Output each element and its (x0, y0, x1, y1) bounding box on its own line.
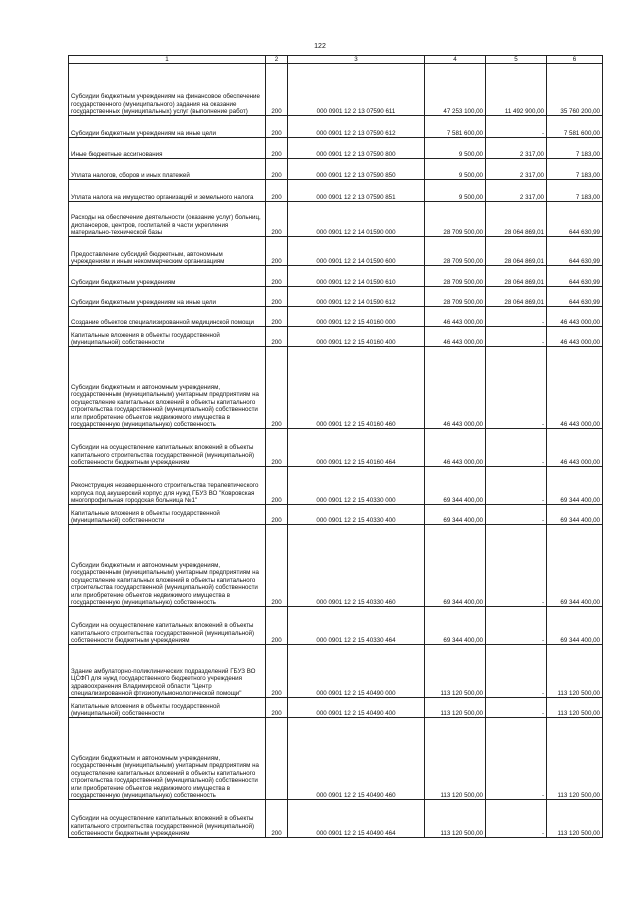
row-code-cell: 000 0901 12 2 13 07590 612 (288, 116, 425, 138)
row-code-cell: 000 0901 12 2 15 40490 400 (288, 698, 425, 718)
row-admin-cell: 200 (266, 467, 288, 505)
row-admin-cell: 200 (266, 202, 288, 237)
row-remainder-cell: 113 120 500,00 (547, 645, 603, 698)
row-admin-cell: 200 (266, 307, 288, 327)
row-remainder-cell: 46 443 000,00 (547, 347, 603, 429)
column-header: 1 (69, 56, 266, 64)
row-code-cell: 000 0901 12 2 15 40330 460 (288, 525, 425, 607)
row-admin-cell: 200 (266, 266, 288, 287)
row-amount-cell: 113 120 500,00 (425, 698, 486, 718)
table-row (69, 116, 603, 138)
row-code-cell: 000 0901 12 2 14 01590 600 (288, 237, 425, 266)
row-name-cell: Реконструкция незавершенного строительства терапевтического корпуса под акушерский корпус для нужд ГБУЗ ВО "Ковровская многопрофильная городская больница №1" (69, 467, 266, 505)
row-remainder-cell: 644 630,99 (547, 266, 603, 287)
row-admin-cell: 200 (266, 800, 288, 838)
table-row (69, 180, 603, 202)
row-amount-cell: 69 344 400,00 (425, 525, 486, 607)
row-code-cell: 000 0901 12 2 15 40160 400 (288, 327, 425, 347)
row-amount-cell: 46 443 000,00 (425, 347, 486, 429)
row-admin-cell: 200 (266, 607, 288, 645)
table-row (69, 467, 603, 505)
table-row (69, 429, 603, 467)
row-code-cell: 000 0901 12 2 15 40330 000 (288, 467, 425, 505)
column-header: 2 (266, 56, 288, 64)
row-name-cell: Расходы на обеспечение деятельности (оказание услуг) больниц, диспансеров, центров, госпиталей в части укрепления материально-технической базы (69, 202, 266, 237)
row-executed-cell: - (486, 645, 547, 698)
table-body (69, 64, 603, 838)
row-admin-cell: 200 (266, 429, 288, 467)
table-row (69, 287, 603, 307)
row-remainder-cell: 644 630,99 (547, 202, 603, 237)
table-row (69, 202, 603, 237)
row-amount-cell: 9 500,00 (425, 159, 486, 180)
row-remainder-cell: 69 344 400,00 (547, 505, 603, 525)
row-executed-cell: - (486, 327, 547, 347)
row-admin-cell: 200 (266, 525, 288, 607)
row-code-cell: 000 0901 12 2 14 01590 000 (288, 202, 425, 237)
row-admin-cell: 200 (266, 505, 288, 525)
row-name-cell: Субсидии бюджетным и автономным учреждениям, государственным (муниципальным) унитарным предприятиям на осуществление капитальных вложений в объекты капитального строительства государственной (муниципальной) собственности или приобретение объектов недвижимого имущества в государственную (муниципальную) собственность (69, 525, 266, 607)
row-executed-cell: 28 064 869,01 (486, 237, 547, 266)
row-admin-cell: 200 (266, 237, 288, 266)
row-remainder-cell: 69 344 400,00 (547, 467, 603, 505)
row-remainder-cell: 69 344 400,00 (547, 525, 603, 607)
row-remainder-cell: 46 443 000,00 (547, 307, 603, 327)
row-admin-cell (266, 718, 288, 800)
column-number-row (69, 56, 603, 64)
table-row (69, 698, 603, 718)
row-code-cell: 000 0901 12 2 15 40490 460 (288, 718, 425, 800)
row-admin-cell: 200 (266, 138, 288, 159)
row-executed-cell: - (486, 347, 547, 429)
row-remainder-cell: 35 760 200,00 (547, 64, 603, 116)
row-name-cell: Уплата налога на имущество организаций и земельного налога (69, 180, 266, 202)
row-executed-cell: 2 317,00 (486, 180, 547, 202)
row-code-cell: 000 0901 12 2 13 07590 851 (288, 180, 425, 202)
row-executed-cell: 2 317,00 (486, 159, 547, 180)
row-amount-cell: 46 443 000,00 (425, 327, 486, 347)
row-remainder-cell: 113 120 500,00 (547, 698, 603, 718)
row-code-cell: 000 0901 12 2 15 40490 464 (288, 800, 425, 838)
row-remainder-cell: 113 120 500,00 (547, 800, 603, 838)
row-executed-cell: 28 064 869,01 (486, 266, 547, 287)
row-amount-cell: 28 709 500,00 (425, 287, 486, 307)
row-amount-cell: 9 500,00 (425, 138, 486, 159)
row-name-cell: Субсидии бюджетным учреждениям на иные цели (69, 287, 266, 307)
row-name-cell: Субсидии бюджетным и автономным учреждениям, государственным (муниципальным) унитарным предприятиям на осуществление капитальных вложений в объекты капитального строительства государственной (муниципальной) собственности или приобретение объектов недвижимого имущества в государственную (муниципальную) собственность (69, 718, 266, 800)
row-remainder-cell: 7 581 600,00 (547, 116, 603, 138)
row-name-cell: Иные бюджетные ассигнования (69, 138, 266, 159)
row-name-cell: Здание амбулаторно-поликлинических подразделений ГБУЗ ВО ЦСФП для нужд государственного бюджетного учреждения здравоохранения Владимирской области "Центр специализированной фтизиопульмонологической помощи" (69, 645, 266, 698)
table-row (69, 64, 603, 116)
budget-table (68, 55, 603, 838)
row-code-cell: 000 0901 12 2 13 07590 850 (288, 159, 425, 180)
row-executed-cell: - (486, 698, 547, 718)
row-admin-cell: 200 (266, 64, 288, 116)
page-number: 122 (314, 43, 326, 50)
row-executed-cell: - (486, 467, 547, 505)
table-row (69, 266, 603, 287)
table-row (69, 800, 603, 838)
row-admin-cell: 200 (266, 347, 288, 429)
row-name-cell: Капитальные вложения в объекты государственной (муниципальной) собственности (69, 505, 266, 525)
column-header: 6 (547, 56, 603, 64)
row-amount-cell: 69 344 400,00 (425, 607, 486, 645)
row-name-cell: Капитальные вложения в объекты государственной (муниципальной) собственности (69, 698, 266, 718)
row-amount-cell: 28 709 500,00 (425, 237, 486, 266)
row-amount-cell: 9 500,00 (425, 180, 486, 202)
row-remainder-cell: 644 630,99 (547, 237, 603, 266)
table-row (69, 607, 603, 645)
table-row (69, 327, 603, 347)
row-amount-cell: 28 709 500,00 (425, 266, 486, 287)
row-executed-cell: 28 064 869,01 (486, 287, 547, 307)
row-admin-cell: 200 (266, 159, 288, 180)
row-code-cell: 000 0901 12 2 15 40490 000 (288, 645, 425, 698)
row-name-cell: Капитальные вложения в объекты государственной (муниципальной) собственности (69, 327, 266, 347)
row-remainder-cell: 46 443 000,00 (547, 429, 603, 467)
row-executed-cell: - (486, 307, 547, 327)
row-name-cell: Субсидии на осуществление капитальных вложений в объекты капитального строительства государственной (муниципальной) собственности бюджетным учреждениям (69, 429, 266, 467)
row-amount-cell: 113 120 500,00 (425, 718, 486, 800)
row-executed-cell: - (486, 429, 547, 467)
row-amount-cell: 46 443 000,00 (425, 307, 486, 327)
table-row (69, 645, 603, 698)
row-name-cell: Субсидии на осуществление капитальных вложений в объекты капитального строительства государственной (муниципальной) собственности бюджетным учреждениям (69, 800, 266, 838)
row-admin-cell: 200 (266, 698, 288, 718)
table-row (69, 159, 603, 180)
column-header: 4 (425, 56, 486, 64)
row-remainder-cell: 7 183,00 (547, 159, 603, 180)
row-admin-cell: 200 (266, 116, 288, 138)
table-row (69, 718, 603, 800)
row-executed-cell: - (486, 525, 547, 607)
row-amount-cell: 113 120 500,00 (425, 645, 486, 698)
row-amount-cell: 69 344 400,00 (425, 467, 486, 505)
row-amount-cell: 7 581 600,00 (425, 116, 486, 138)
row-remainder-cell: 113 120 500,00 (547, 718, 603, 800)
row-executed-cell: 28 064 869,01 (486, 202, 547, 237)
row-code-cell: 000 0901 12 2 13 07590 800 (288, 138, 425, 159)
row-admin-cell: 200 (266, 287, 288, 307)
table-row (69, 307, 603, 327)
row-name-cell: Создание объектов специализированной медицинской помощи (69, 307, 266, 327)
row-remainder-cell: 69 344 400,00 (547, 607, 603, 645)
row-remainder-cell: 7 183,00 (547, 138, 603, 159)
row-remainder-cell: 7 183,00 (547, 180, 603, 202)
row-code-cell: 000 0901 12 2 15 40160 464 (288, 429, 425, 467)
column-header: 5 (486, 56, 547, 64)
column-header: 3 (288, 56, 425, 64)
row-executed-cell: - (486, 505, 547, 525)
row-code-cell: 000 0901 12 2 14 01590 612 (288, 287, 425, 307)
row-remainder-cell: 644 630,99 (547, 287, 603, 307)
table-row (69, 505, 603, 525)
row-admin-cell: 200 (266, 180, 288, 202)
row-code-cell: 000 0901 12 2 15 40160 000 (288, 307, 425, 327)
row-executed-cell: 11 492 900,00 (486, 64, 547, 116)
row-amount-cell: 69 344 400,00 (425, 505, 486, 525)
row-code-cell: 000 0901 12 2 15 40330 400 (288, 505, 425, 525)
row-code-cell: 000 0901 12 2 15 40160 460 (288, 347, 425, 429)
row-amount-cell: 28 709 500,00 (425, 202, 486, 237)
table-row (69, 237, 603, 266)
row-amount-cell: 47 253 100,00 (425, 64, 486, 116)
row-admin-cell: 200 (266, 645, 288, 698)
row-amount-cell: 46 443 000,00 (425, 429, 486, 467)
row-executed-cell: - (486, 718, 547, 800)
row-executed-cell: - (486, 607, 547, 645)
row-admin-cell: 200 (266, 327, 288, 347)
row-code-cell: 000 0901 12 2 14 01590 610 (288, 266, 425, 287)
row-amount-cell: 113 120 500,00 (425, 800, 486, 838)
row-name-cell: Субсидии бюджетным и автономным учреждениям, государственным (муниципальным) унитарным предприятиям на осуществление капитальных вложений в объекты капитального строительства государственной (муниципальной) собственности или приобретение объектов недвижимого имущества в государственную (муниципальную) собственность (69, 347, 266, 429)
row-name-cell: Субсидии на осуществление капитальных вложений в объекты капитального строительства государственной (муниципальной) собственности бюджетным учреждениям (69, 607, 266, 645)
row-code-cell: 000 0901 12 2 13 07590 611 (288, 64, 425, 116)
row-name-cell: Субсидии бюджетным учреждениям на финансовое обеспечение государственного (муниципального) задания на оказание государственных (муниципальных) услуг (выполнение работ) (69, 64, 266, 116)
row-name-cell: Субсидии бюджетным учреждениям на иные цели (69, 116, 266, 138)
row-executed-cell: - (486, 116, 547, 138)
row-name-cell: Уплата налогов, сборов и иных платежей (69, 159, 266, 180)
table-row (69, 138, 603, 159)
row-remainder-cell: 46 443 000,00 (547, 327, 603, 347)
table-row (69, 347, 603, 429)
row-name-cell: Субсидии бюджетным учреждениям (69, 266, 266, 287)
row-executed-cell: 2 317,00 (486, 138, 547, 159)
row-name-cell: Предоставление субсидий бюджетным, автономным учреждениям и иным некоммерческим организациям (69, 237, 266, 266)
row-executed-cell: - (486, 800, 547, 838)
table-row (69, 525, 603, 607)
row-code-cell: 000 0901 12 2 15 40330 464 (288, 607, 425, 645)
